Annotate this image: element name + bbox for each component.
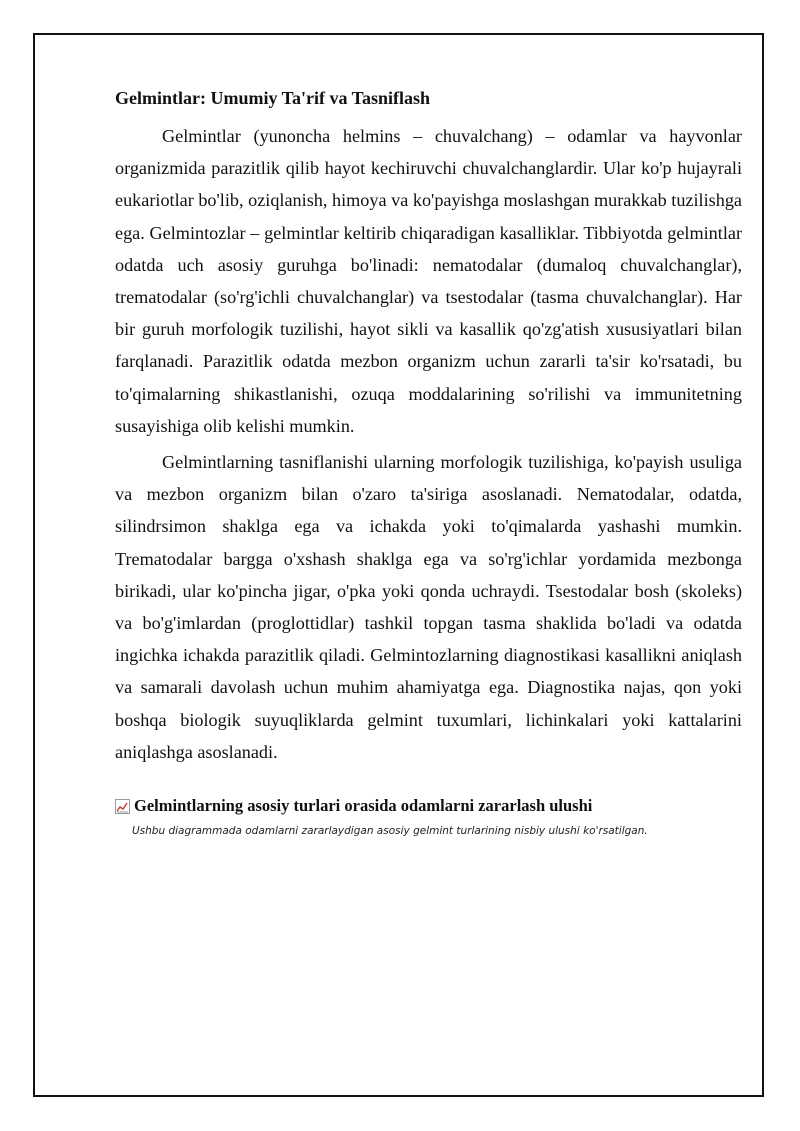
- figure-subtitle: Ushbu diagrammada odamlarni zararlaydigan asosiy gelmint turlarining nisbiy ulushi ko'rsatilgan.: [132, 825, 648, 837]
- page-title: Gelmintlar: Umumiy Ta'rif va Tasniflash: [115, 88, 431, 108]
- paragraph-1: Gelmintlar (yunoncha helmins – chuvalchang) – odamlar va hayvonlar organizmida parazitlik qilib hayot kechiruvchi chuvalchanglardir. Ular ko'p hujayrali eukariotlar bo'lib, oziqlanish, himoya va ko'payishga moslashgan murakkab tuzilishga ega. Gelmintozlar – gelmintlar keltirib chiqaradigan kasalliklar. Tibbiyotda gelmintlar odatda uch asosiy guruhga bo'linadi: nematodalar (dumaloq chuvalchanglar), trematodalar (so'rg'ichli chuvalchanglar) va tsestodalar (tasma chuvalchanglar). Har bir guruh morfologik tuzilishi, hayot sikli va kasallik qo'zg'atish xususiyatlari bilan farqlanadi. Parazitlik odatda mezbon organizm uchun zararli ta'sir ko'rsatadi, bu to'qimalarning shikastlanishi, ozuqa moddalarining so'rilishi va immunitetning susayishiga olib kelishi mumkin.: [115, 126, 742, 436]
- paragraph-2: Gelmintlarning tasniflanishi ularning morfologik tuzilishiga, ko'payish usuliga va mezbon organizm bilan o'zaro ta'siriga asoslanadi. Nematodalar, odatda, silindrsimon shaklga ega va ichakda yoki to'qimalarda yashashi mumkin. Trematodalar bargga o'xshash shaklga ega va so'rg'ichlar yordamida mezbonga birikadi, ular ko'pincha jigar, o'pka yoki qonda uchraydi. Tsestodalar bosh (skoleks) va bo'g'imlardan (proglottidlar) tashkil topgan tasma shaklida bo'ladi va odatda ingichka ichakda parazitlik qiladi. Gelmintozlarning diagnostikasi kasallikni aniqlash va samarali davolash uchun muhim ahamiyatga ega. Diagnostika najas, qon yoki boshqa biologik suyuqliklarda gelmint tuxumlari, lichinkalari yoki kattalarini aniqlashga asoslanadi.: [115, 452, 742, 762]
- figure-title-row: [115, 795, 755, 817]
- figure-title: Gelmintlarning asosiy turlari orasida odamlarni zararlash ulushi: [134, 796, 593, 815]
- figure-caption: [115, 795, 755, 839]
- document-body: [115, 84, 742, 772]
- broken-image-chart-icon: [115, 799, 130, 814]
